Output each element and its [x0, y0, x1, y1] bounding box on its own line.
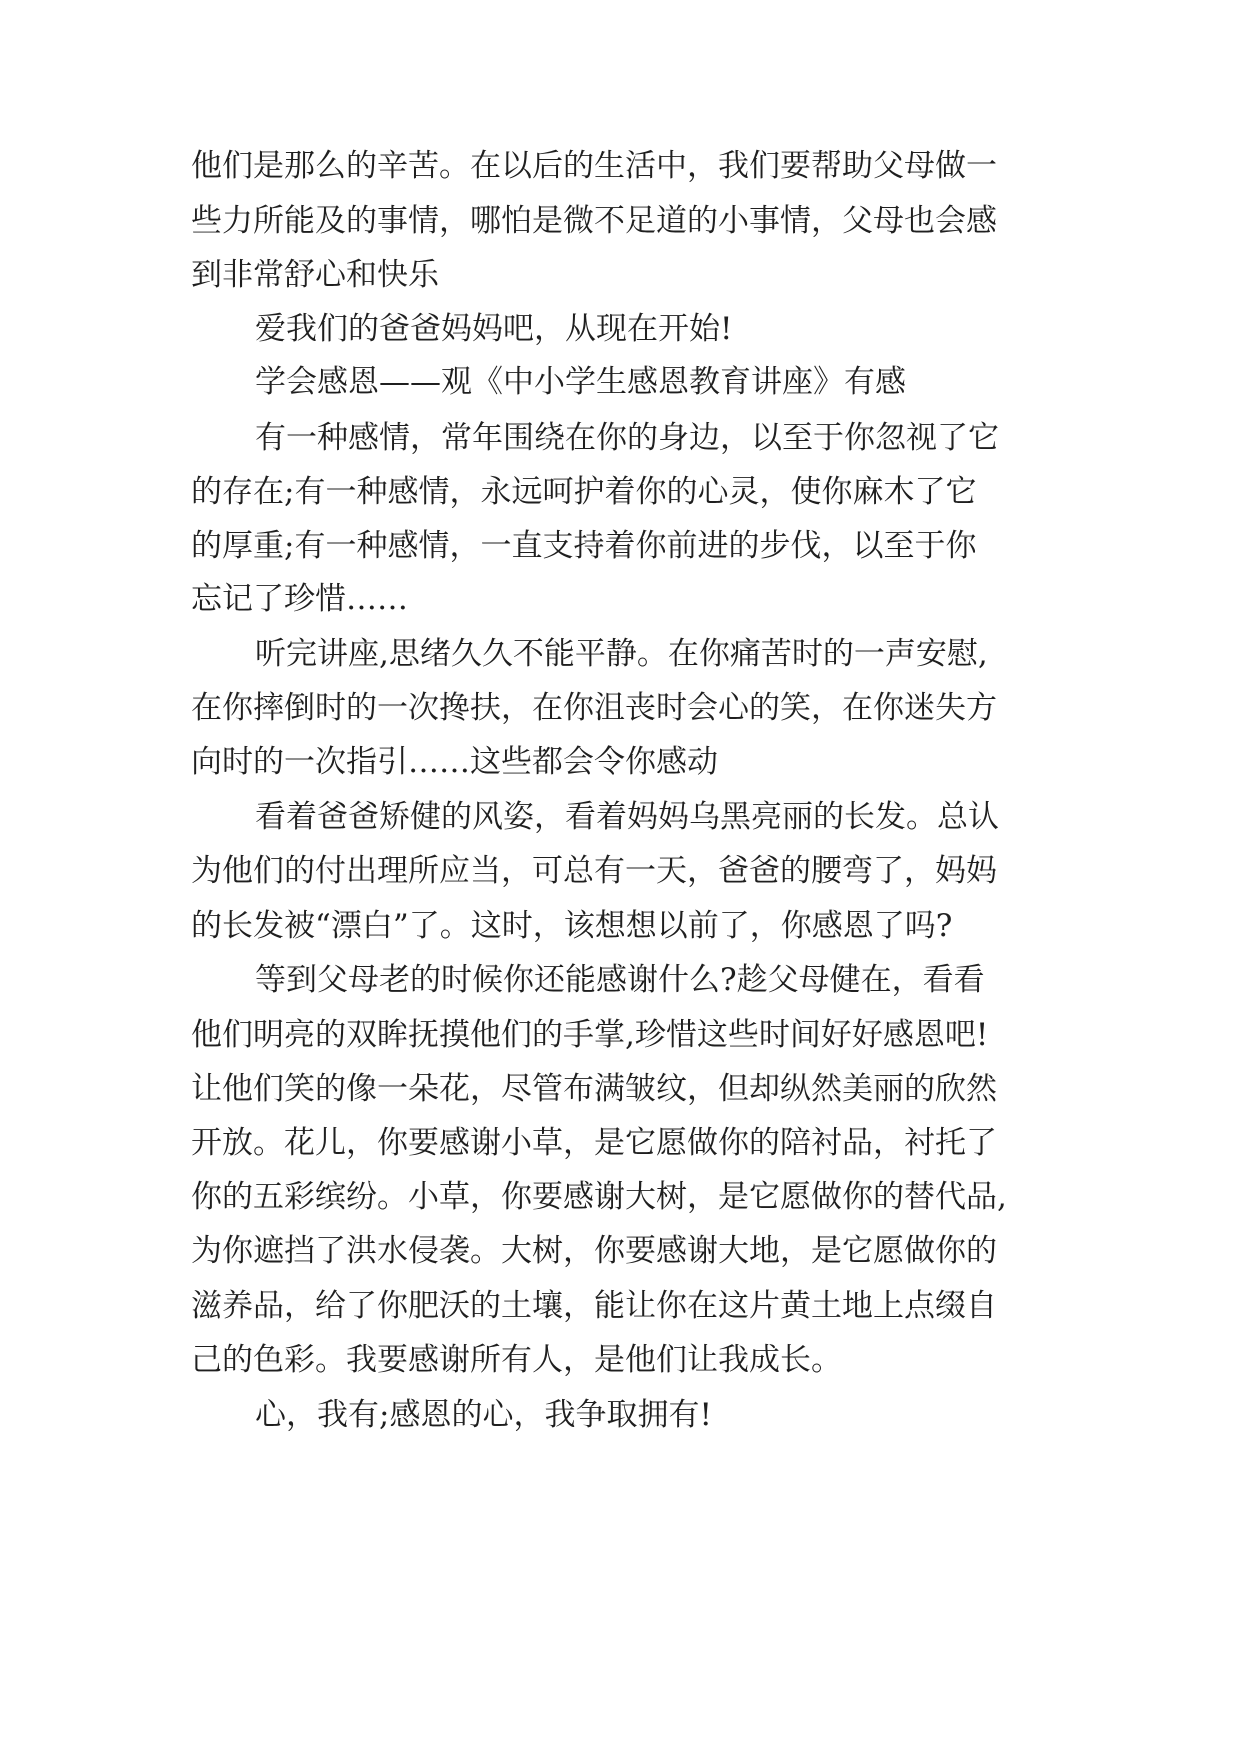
text-line: 的长发被“漂白”了。这时，该想想以前了，你感恩了吗?	[191, 908, 953, 944]
paragraph-line: 有一种感情，常年围绕在你的身边，以至于你忽视了它	[255, 420, 999, 456]
text-line: 在你摔倒时的一次搀扶，在你沮丧时会心的笑，在你迷失方	[191, 690, 997, 726]
text-line: 的厚重;有一种感情，一直支持着你前进的步伐，以至于你	[191, 528, 977, 564]
paragraph-line: 看着爸爸矫健的风姿，看着妈妈乌黑亮丽的长发。总认	[255, 799, 999, 835]
text-line: 让他们笑的像一朵花，尽管布满皱纹，但却纵然美丽的欣然	[191, 1071, 997, 1107]
text-line: 滋养品，给了你肥沃的土壤，能让你在这片黄土地上点缀自	[191, 1288, 997, 1324]
text-line: 到非常舒心和快乐	[191, 257, 439, 293]
text-line: 向时的一次指引……这些都会令你感动	[191, 744, 718, 780]
text-line: 开放。花儿，你要感谢小草，是它愿做你的陪衬品，衬托了	[191, 1125, 997, 1161]
text-line: 己的色彩。我要感谢所有人，是他们让我成长。	[191, 1342, 842, 1378]
paragraph-line: 心，我有;感恩的心，我争取拥有!	[255, 1397, 712, 1433]
text-line: 的存在;有一种感情，永远呵护着你的心灵，使你麻木了它	[191, 474, 977, 510]
text-line: 些力所能及的事情，哪怕是微不足道的小事情，父母也会感	[191, 203, 997, 239]
text-line: 为你遮挡了洪水侵袭。大树，你要感谢大地，是它愿做你的	[191, 1233, 997, 1269]
text-line: 你的五彩缤纷。小草，你要感谢大树，是它愿做你的替代品,	[191, 1179, 1007, 1215]
paragraph-line: 听完讲座,思绪久久不能平静。在你痛苦时的一声安慰,	[255, 636, 988, 672]
text-line: 他们明亮的双眸抚摸他们的手掌,珍惜这些时间好好感恩吧!	[191, 1017, 989, 1053]
text-line: 忘记了珍惜……	[191, 581, 408, 617]
section-title: 学会感恩——观《中小学生感恩教育讲座》有感	[255, 364, 906, 400]
paragraph-line: 等到父母老的时候你还能感谢什么?趁父母健在，看看	[255, 962, 985, 998]
paragraph-line: 爱我们的爸爸妈妈吧，从现在开始!	[255, 311, 733, 347]
text-line: 为他们的付出理所应当，可总有一天，爸爸的腰弯了，妈妈	[191, 853, 997, 889]
text-line: 他们是那么的辛苦。在以后的生活中，我们要帮助父母做一	[191, 148, 997, 184]
